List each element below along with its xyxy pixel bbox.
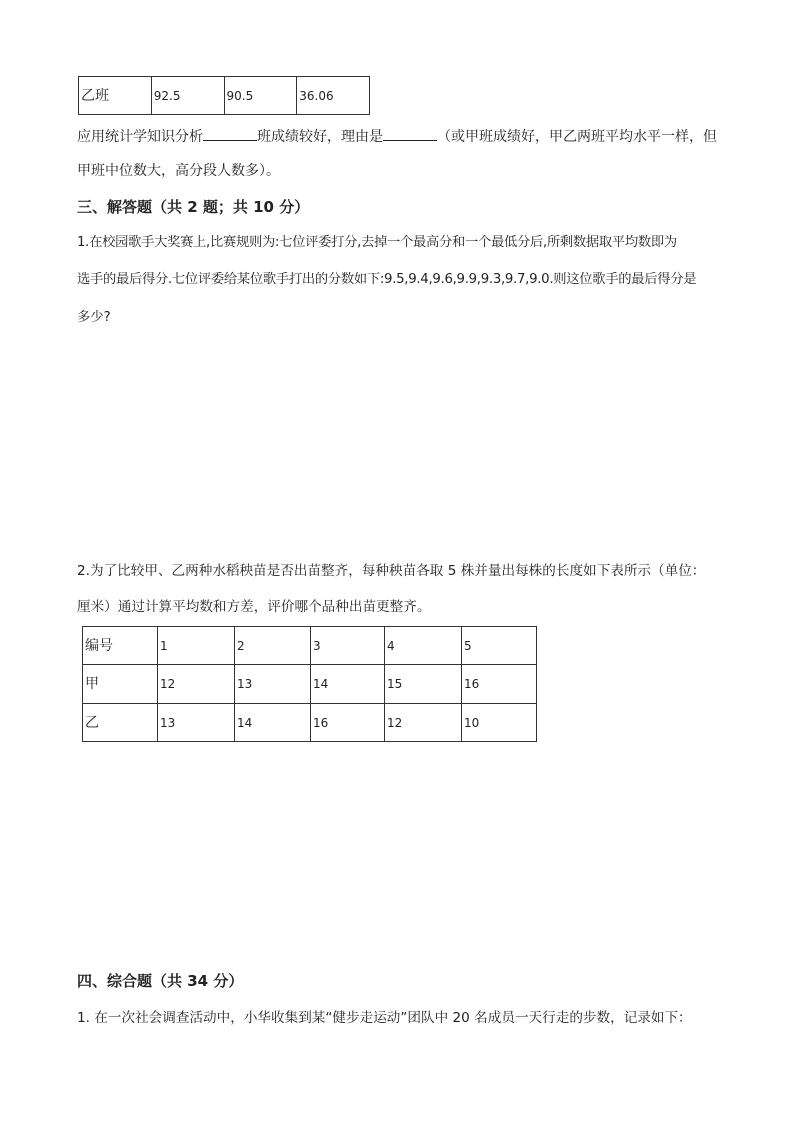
table-cell: 90.5 [224,77,297,115]
fill-question-line-2: 甲班中位数大，高分段人数多）。 [77,163,280,179]
table-header-cell: 1 [158,627,235,665]
table-cell: 10 [462,704,537,742]
table-cell: 13 [158,704,235,742]
question-2-line-1: 2.为了比较甲、乙两种水稻秧苗是否出苗整齐，每种秧苗各取 5 株并量出每株的长度如下表所示（单位： [77,563,706,579]
fill-question-text-c: （或甲班成绩好，甲乙两班平均水平一样，但 [437,129,717,145]
table-row [83,704,537,742]
table-cell: 乙 [83,704,158,742]
seedling-length-table [82,626,537,742]
table-header-cell: 编号 [83,627,158,665]
class-scores-table [78,76,370,115]
table-cell: 36.06 [297,77,370,115]
table-cell: 16 [462,665,537,704]
table-cell: 13 [235,665,311,704]
table-cell: 14 [311,665,385,704]
table-cell: 12 [158,665,235,704]
section-4-question-1-line-1: 1. 在一次社会调查活动中，小华收集到某“健步走运动”团队中 20 名成员一天行走的步数，记录如下： [77,1010,692,1026]
table-header-row [83,627,537,665]
fill-question-text-a: 应用统计学知识分析 [77,129,203,145]
table-header-cell: 4 [385,627,462,665]
table-row [83,665,537,704]
table-cell: 16 [311,704,385,742]
answer-blank-2 [383,126,437,141]
question-2-line-2: 厘米）通过计算平均数和方差，评价哪个品种出苗更整齐。 [77,599,431,615]
section-3-heading: 三、解答题（共 2 题；共 10 分） [77,198,310,216]
table-header-cell: 3 [311,627,385,665]
table-cell: 12 [385,704,462,742]
table-header-cell: 2 [235,627,311,665]
question-1-line-2: 选手的最后得分.七位评委给某位歌手打出的分数如下:9.5,9.4,9.6,9.9,9.3,9.7,9.0.则这位歌手的最后得分是 [77,272,697,287]
question-1-line-1: 1.在校园歌手大奖赛上,比赛规则为:七位评委打分,去掉一个最高分和一个最低分后,所剩数据取平均数即为 [77,235,677,250]
table-row [79,77,370,115]
answer-blank-1 [203,126,257,141]
section-4-heading: 四、综合题（共 34 分） [77,972,244,990]
fill-question-text-b: 班成绩较好，理由是 [257,129,383,145]
table-cell: 14 [235,704,311,742]
table-cell: 甲 [83,665,158,704]
table-header-cell: 5 [462,627,537,665]
table-cell: 92.5 [151,77,224,115]
fill-question-line-1 [77,126,717,146]
table-cell: 乙班 [79,77,152,115]
table-cell: 15 [385,665,462,704]
question-1-line-3: 多少? [77,310,111,325]
